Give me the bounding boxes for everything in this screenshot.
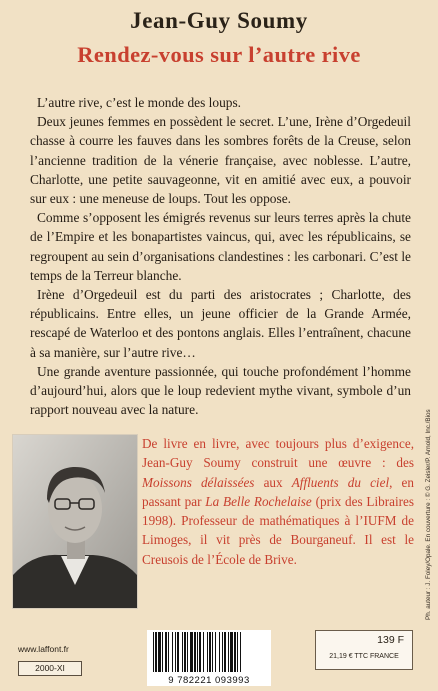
publisher-website: www.laffont.fr xyxy=(18,644,69,654)
price-euro: 21,19 € TTC FRANCE xyxy=(329,653,399,660)
synopsis-paragraph: Deux jeunes femmes en possèdent le secret. L’une, Irène d’Orgedeuil chasse à courre les fauves dans les sombres forêts de la Creuse, selon l’ancienne tradition de la vénerie française, avec noblesse. L’autre, Charlotte, une petite sauvageonne, vit en amitié avec eux, a pouvoir sur eux : une meneuse de loups. Tout les oppose. xyxy=(30,114,411,207)
bio-text: (prix des Libraires 1998). Professeur de mathématiques à l’IUFM de Limoges, il vit près de Bourganeuf. Il est le Creusois de l’École de Brive. xyxy=(142,493,415,567)
book-title-ref: Affluents du ciel xyxy=(291,474,390,490)
book-title: Rendez-vous sur l’autre rive xyxy=(77,42,361,67)
barcode-bars xyxy=(147,630,271,674)
author-photo xyxy=(12,434,138,609)
bio-text: De livre en livre, avec toujours plus d’exigence, Jean-Guy Soumy construit une œuvre : des xyxy=(142,436,414,471)
synopsis-paragraph: Irène d’Orgedeuil est du parti des aristocrates ; Charlotte, des républicains. Entre elles, un jeune officier de la Grande Armée, rescapé de Waterloo et des pontons anglais. Elles l’entraînent, chacune à sa manière, sur l’autre rive… xyxy=(30,287,411,360)
barcode-number: 9 782221 093993 xyxy=(147,675,271,686)
synopsis xyxy=(30,93,411,362)
synopsis-paragraph: Comme s’opposent les émigrés revenus sur leurs terres après la chute de l’Empire et les bonapartistes vaincus, qui, avec les républicains, se regroupent au sein d’organisations clandestines : les carbonari. C’est le temps de la Terreur blanche. xyxy=(30,210,411,283)
price-franc: 139 F xyxy=(377,634,404,646)
book-title-ref: La Belle Rochelaise xyxy=(205,493,312,509)
synopsis-paragraph: L’autre rive, c’est le monde des loups. xyxy=(37,95,242,110)
tagline: Une grande aventure passionnée, qui touche profondément l’homme d’aujourd’hui, alors que le loup redevient mythe vivant, symbole d’un rapport nouveau avec la nature. xyxy=(30,364,411,418)
bio-text: , en passant par xyxy=(142,474,414,509)
author-portrait-image xyxy=(13,435,137,608)
bio-text: aux xyxy=(254,474,292,490)
author-name: Jean-Guy Soumy xyxy=(130,8,308,33)
book-title-ref: Moissons délaissées xyxy=(142,474,255,490)
author-biography xyxy=(142,434,414,569)
photo-credits: Ph. auteur : J. Foley/Opale. En couverture : © G. Zeisler/P. Arnold, Inc./Bios xyxy=(425,409,432,620)
edition-code: 2000-XI xyxy=(18,661,82,676)
price-box xyxy=(315,630,413,670)
